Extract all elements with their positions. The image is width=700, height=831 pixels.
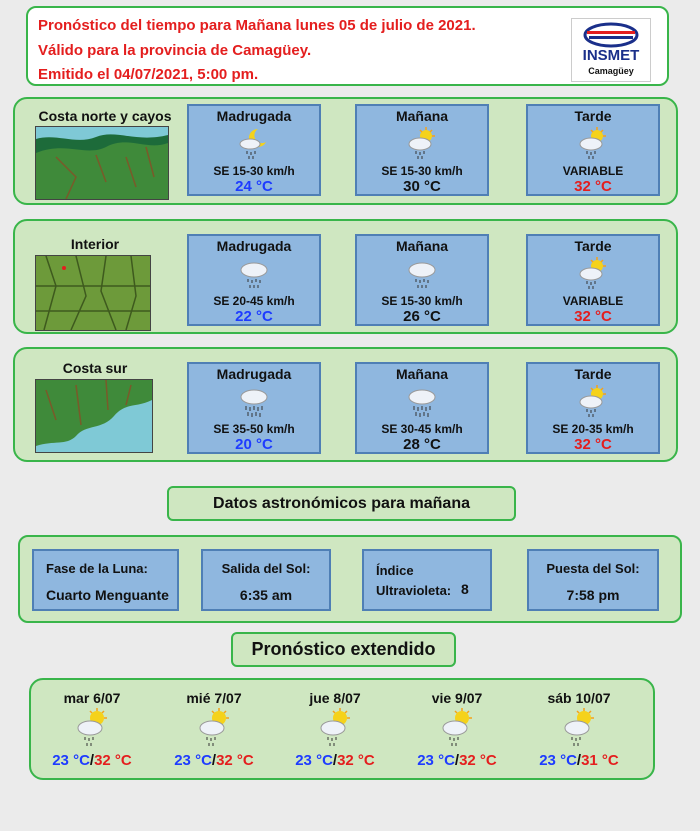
- moon-phase-box: [32, 549, 179, 611]
- min-temp: 23 °C: [52, 752, 90, 769]
- header-panel: [26, 6, 669, 86]
- region-label: Costa norte y cayos: [38, 108, 172, 124]
- south-coast-map: [35, 379, 153, 453]
- wind-text: SE 35-50 km/h: [213, 422, 295, 436]
- period-label: Madrugada: [216, 366, 292, 382]
- temperature-text: 32 °C: [574, 308, 612, 325]
- period-label: Tarde: [574, 108, 612, 124]
- day-label: mar 6/07: [63, 690, 121, 706]
- sunrise-value: 6:35 am: [239, 587, 293, 603]
- sun-cloud-rain-icon: [404, 126, 440, 160]
- uv-label-line1: Índice: [376, 563, 414, 578]
- extended-forecast-panel: [29, 678, 655, 780]
- temperature-text: 30 °C: [403, 178, 441, 195]
- insmet-logo: [571, 18, 651, 82]
- day-label: sáb 10/07: [547, 690, 611, 706]
- forecast-day-5: sáb 10/07 23 °C/31 °C: [524, 690, 634, 769]
- day-label: mié 7/07: [186, 690, 242, 706]
- issued-line: Emitido el 04/07/2021, 5:00 pm.: [38, 66, 259, 83]
- temperature-text: 24 °C: [235, 178, 273, 195]
- sunrise-label: Salida del Sol:: [221, 561, 311, 576]
- period-label: Mañana: [395, 238, 449, 254]
- region-panel-interior: [13, 219, 678, 334]
- wind-text: VARIABLE: [562, 294, 624, 308]
- period-box-manana: [355, 234, 489, 326]
- period-label: Tarde: [574, 366, 612, 382]
- wind-text: SE 20-45 km/h: [213, 294, 295, 308]
- period-box-madrugada: [187, 104, 321, 196]
- forecast-day-2: mié 7/07 23 °C/32 °C: [159, 690, 269, 769]
- forecast-day-3: jue 8/07 23 °C/32 °C: [280, 690, 390, 769]
- uv-label-line2: Ultravioleta:: [376, 583, 452, 598]
- forecast-day-4: vie 9/07 23 °C/32 °C: [402, 690, 512, 769]
- wind-text: SE 15-30 km/h: [381, 164, 463, 178]
- period-box-tarde: [526, 234, 660, 326]
- period-box-manana: [355, 104, 489, 196]
- period-label: Mañana: [395, 366, 449, 382]
- temperature-text: 20 °C: [235, 436, 273, 453]
- region-panel-south-coast: [13, 347, 678, 462]
- wind-text: SE 20-35 km/h: [552, 422, 634, 436]
- sun-cloud-rain-icon: [575, 126, 611, 160]
- wind-text: VARIABLE: [562, 164, 624, 178]
- wind-text: SE 15-30 km/h: [381, 294, 463, 308]
- interior-map: [35, 255, 151, 331]
- region-panel-north-coast: [13, 97, 678, 205]
- uv-index-box: [362, 549, 492, 611]
- cloud-heavy-rain-icon: [236, 384, 272, 418]
- sun-cloud-rain-icon: [575, 256, 611, 290]
- temperature-text: 32 °C: [574, 436, 612, 453]
- period-label: Madrugada: [216, 238, 292, 254]
- sun-cloud-rain-icon: [575, 384, 611, 418]
- max-temp: 32 °C: [216, 752, 254, 769]
- sun-cloud-rain-icon: [560, 708, 598, 750]
- sunset-box: [527, 549, 659, 611]
- sunrise-box: [201, 549, 331, 611]
- region-label: Costa sur: [62, 360, 128, 376]
- day-label: vie 9/07: [431, 690, 483, 706]
- cloud-rain-icon: [404, 256, 440, 290]
- cloud-heavy-rain-icon: [404, 384, 440, 418]
- sunset-label: Puesta del Sol:: [546, 561, 640, 576]
- region-label: Interior: [70, 236, 120, 252]
- temperature-text: 32 °C: [574, 178, 612, 195]
- temperature-text: 22 °C: [235, 308, 273, 325]
- min-temp: 23 °C: [417, 752, 455, 769]
- sun-cloud-rain-icon: [73, 708, 111, 750]
- period-box-madrugada: [187, 234, 321, 326]
- sun-cloud-rain-icon: [195, 708, 233, 750]
- province-line: Válido para la provincia de Camagüey.: [38, 42, 312, 59]
- logo-subtext: Camagüey: [588, 66, 634, 76]
- temperature-text: 26 °C: [403, 308, 441, 325]
- extended-section-title: Pronóstico extendido: [231, 632, 456, 667]
- period-box-madrugada: [187, 362, 321, 454]
- max-temp: 32 °C: [459, 752, 497, 769]
- day-label: jue 8/07: [309, 690, 361, 706]
- cloud-rain-icon: [236, 256, 272, 290]
- period-box-tarde: [526, 104, 660, 196]
- sun-cloud-rain-icon: [316, 708, 354, 750]
- period-label: Mañana: [395, 108, 449, 124]
- astro-section-title: Datos astronómicos para mañana: [167, 486, 516, 521]
- period-label: Tarde: [574, 238, 612, 254]
- max-temp: 32 °C: [94, 752, 132, 769]
- max-temp: 32 °C: [337, 752, 375, 769]
- period-label: Madrugada: [216, 108, 292, 124]
- moon-cloud-rain-icon: [236, 126, 272, 160]
- forecast-day-1: mar 6/07 23 °C/32 °C: [37, 690, 147, 769]
- period-box-manana: [355, 362, 489, 454]
- wind-text: SE 15-30 km/h: [213, 164, 295, 178]
- period-box-tarde: [526, 362, 660, 454]
- sunset-value: 7:58 pm: [566, 587, 620, 603]
- wind-text: SE 30-45 km/h: [381, 422, 463, 436]
- forecast-title: Pronóstico del tiempo para Mañana lunes 05 de julio de 2021.: [38, 17, 476, 34]
- astro-panel: [18, 535, 682, 623]
- sun-cloud-rain-icon: [438, 708, 476, 750]
- min-temp: 23 °C: [295, 752, 333, 769]
- temperature-text: 28 °C: [403, 436, 441, 453]
- min-temp: 23 °C: [174, 752, 212, 769]
- max-temp: 31 °C: [581, 752, 619, 769]
- moon-phase-value: Cuarto Menguante: [46, 587, 169, 603]
- moon-phase-label: Fase de la Luna:: [46, 561, 148, 576]
- min-temp: 23 °C: [539, 752, 577, 769]
- logo-text: INSMET: [582, 47, 640, 64]
- insmet-emblem-icon: [581, 22, 641, 48]
- north-coast-map: [35, 126, 169, 200]
- uv-value: 8: [461, 581, 469, 597]
